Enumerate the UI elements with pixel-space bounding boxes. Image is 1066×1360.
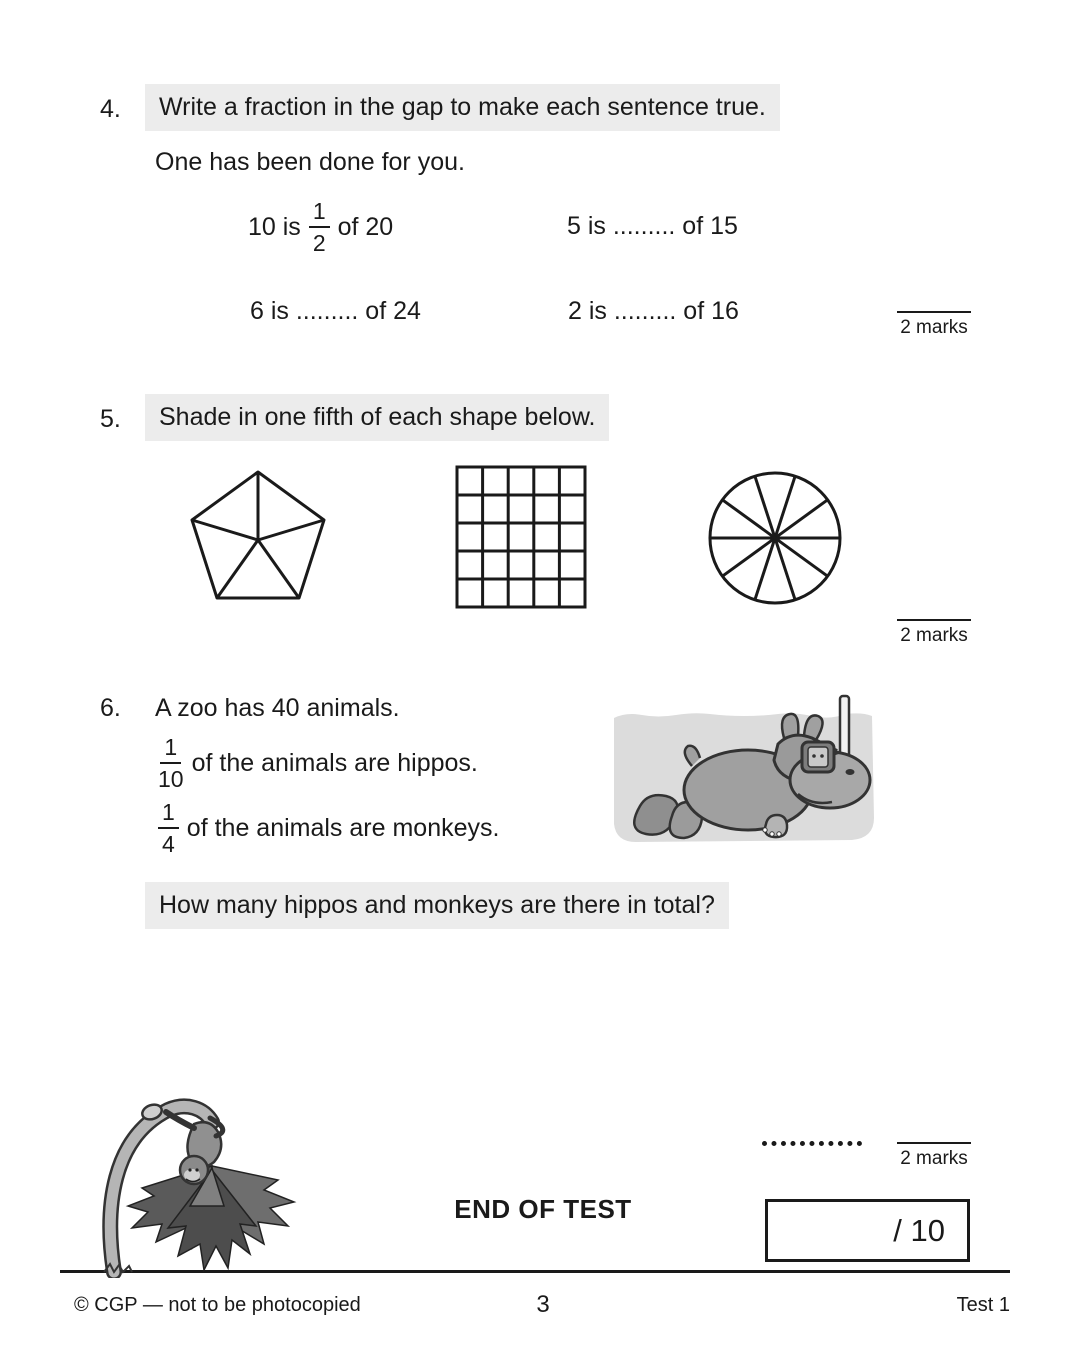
end-of-test-label: END OF TEST [454,1194,632,1224]
footer-copyright: © CGP — not to be photocopied [74,1294,361,1316]
q6-hippos-text: of the animals are hippos. [191,748,478,777]
q5-marks-label: 2 marks [897,619,971,647]
fraction-numerator: 1 [160,735,181,764]
q4-row1-right: 5 is ......... of 15 [567,212,738,240]
q4-row1-pre: 10 is [248,212,301,241]
question-6-prompt: How many hippos and monkeys are there in total? [145,882,729,929]
fraction-denominator: 4 [162,831,175,857]
pentagon-shape[interactable] [186,468,330,608]
q4-row1-post: of 20 [337,212,394,241]
fraction-numerator: 1 [309,199,330,228]
q6-monkeys-text: of the animals are monkeys. [186,813,500,842]
q6-marks-label: 2 marks [897,1142,971,1170]
q6-hippos-line [158,733,478,793]
q6-monkeys-line [158,798,499,858]
question-4-prompt: Write a fraction in the gap to make each sentence true. [145,84,780,131]
q4-row2-left: 6 is ......... of 24 [250,297,421,325]
fraction-one-half [309,199,330,255]
question-6-intro: A zoo has 40 animals. [155,694,400,722]
footer-test-label: Test 1 [956,1294,1010,1316]
circle-10-sectors-shape[interactable] [705,468,845,608]
q6-answer-line[interactable] [762,1138,862,1146]
q4-row2-right: 2 is ......... of 16 [568,297,739,325]
question-5-prompt: Shade in one fifth of each shape below. [145,394,609,441]
snorkelling-hippo-illustration [606,688,882,850]
question-5-number: 5. [100,405,121,433]
monkey-palm-tree-illustration [82,1078,314,1278]
grid-5x5-shape[interactable] [455,465,587,609]
total-score-label: / 10 [893,1212,945,1248]
fraction-one-tenth [158,735,184,791]
q4-row1-left [248,196,393,258]
total-score-box[interactable] [765,1199,970,1262]
fraction-numerator: 1 [158,800,179,829]
question-4-subtext: One has been done for you. [155,148,465,176]
fraction-denominator: 10 [158,766,184,792]
footer-page-number: 3 [536,1291,550,1318]
q4-marks-label: 2 marks [897,311,971,339]
question-4-number: 4. [100,95,121,123]
fraction-denominator: 2 [312,230,326,256]
question-6-number: 6. [100,694,121,722]
fraction-one-quarter [158,800,179,856]
